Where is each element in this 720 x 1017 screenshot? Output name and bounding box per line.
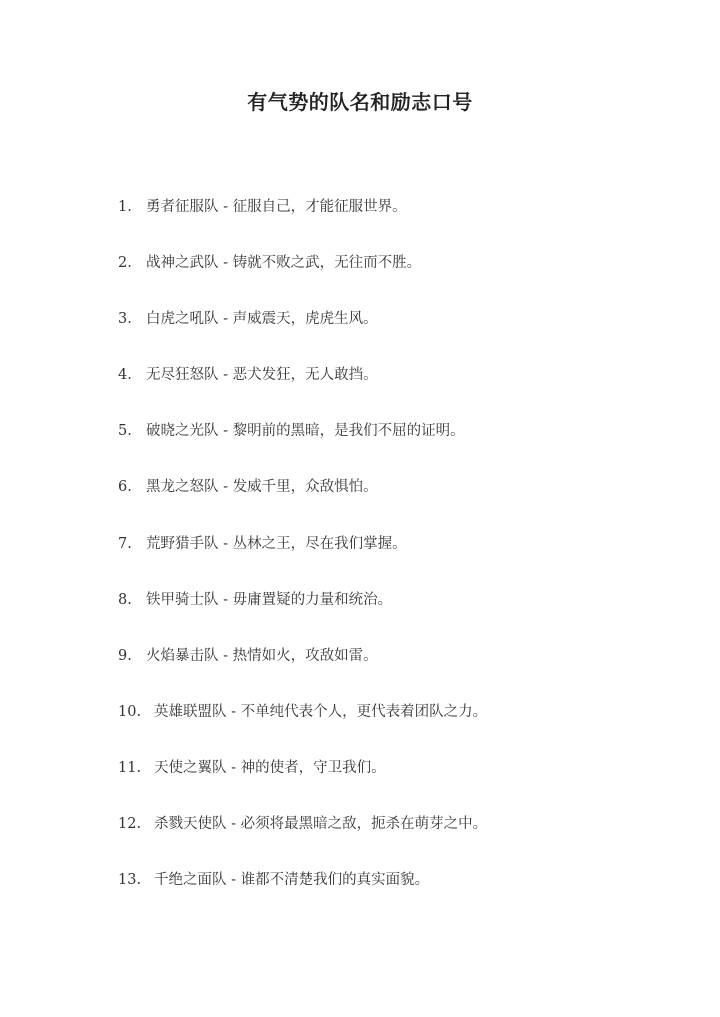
item-text: 千绝之面队 - 谁都不清楚我们的真实面貌。 xyxy=(154,872,430,889)
item-text: 杀戮天使队 - 必须将最黑暗之敌，扼杀在萌芽之中。 xyxy=(154,816,488,833)
item-text: 天使之翼队 - 神的使者，守卫我们。 xyxy=(154,759,386,776)
item-number: 10. xyxy=(118,703,142,720)
list-item xyxy=(118,757,698,813)
list-item xyxy=(118,476,698,532)
list-item xyxy=(118,869,698,925)
item-number: 12. xyxy=(118,816,142,833)
page-title: 有气势的队名和励志口号 xyxy=(247,90,473,114)
item-number: 6. xyxy=(118,479,132,496)
list-item xyxy=(118,420,698,476)
item-text: 无尽狂怒队 - 恶犬发狂，无人敢挡。 xyxy=(146,367,378,384)
item-text: 英雄联盟队 - 不单纯代表个人，更代表着团队之力。 xyxy=(154,703,488,720)
list-item xyxy=(118,252,698,308)
list-item xyxy=(118,364,698,420)
slogan-list xyxy=(118,196,698,925)
list-item xyxy=(118,308,698,364)
item-number: 1. xyxy=(118,199,132,215)
item-number: 9. xyxy=(118,647,132,664)
item-text: 荒野猎手队 - 丛林之王，尽在我们掌握。 xyxy=(146,535,407,552)
item-number: 4. xyxy=(118,367,132,384)
item-text: 勇者征服队 - 征服自己，才能征服世界。 xyxy=(146,199,407,215)
item-number: 13. xyxy=(118,872,142,889)
item-text: 铁甲骑士队 - 毋庸置疑的力量和统治。 xyxy=(146,591,393,608)
item-number: 5. xyxy=(118,423,132,440)
item-text: 白虎之吼队 - 声威震天，虎虎生风。 xyxy=(146,311,378,328)
item-text: 黑龙之怒队 - 发威千里，众敌惧怕。 xyxy=(146,479,378,496)
item-number: 7. xyxy=(118,535,132,552)
item-number: 3. xyxy=(118,311,132,328)
list-item xyxy=(118,533,698,589)
item-text: 战神之武队 - 铸就不败之武，无往而不胜。 xyxy=(146,255,422,272)
list-item xyxy=(118,196,698,252)
item-number: 8. xyxy=(118,591,132,608)
item-number: 11. xyxy=(118,759,142,776)
list-item xyxy=(118,813,698,869)
list-item xyxy=(118,589,698,645)
item-text: 破晓之光队 - 黎明前的黑暗，是我们不屈的证明。 xyxy=(146,423,465,440)
item-text: 火焰暴击队 - 热情如火，攻敌如雷。 xyxy=(146,647,378,664)
item-number: 2. xyxy=(118,255,132,272)
list-item xyxy=(118,645,698,701)
list-item xyxy=(118,701,698,757)
